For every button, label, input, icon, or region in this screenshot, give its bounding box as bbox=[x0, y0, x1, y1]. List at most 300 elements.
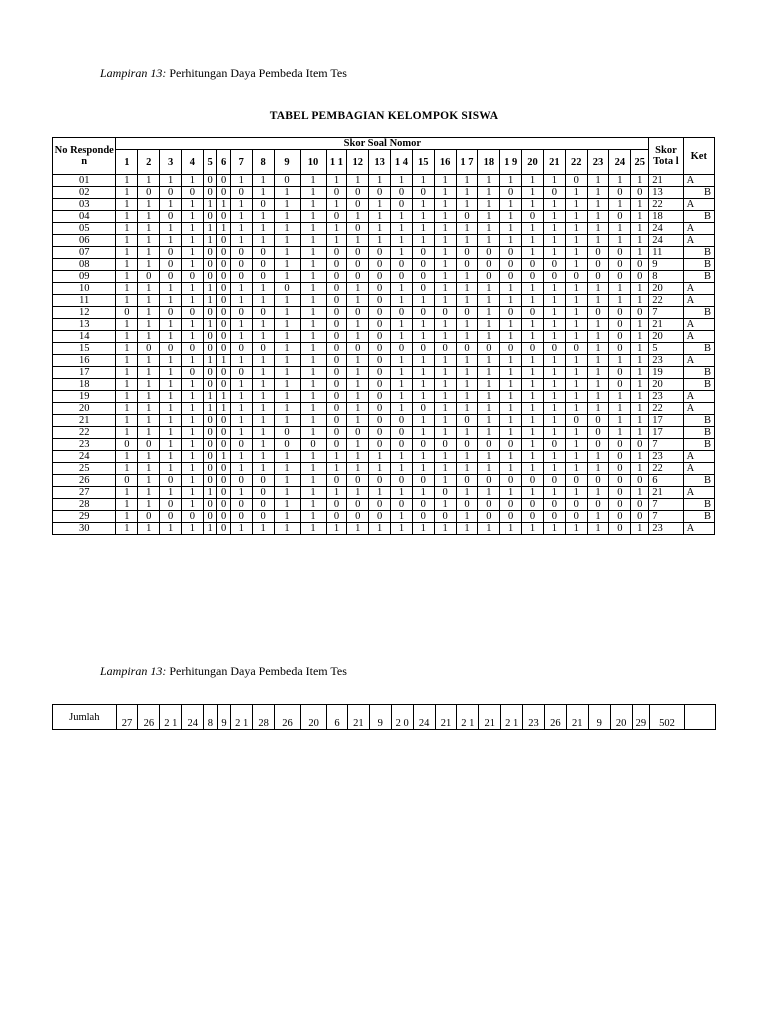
table-row bbox=[53, 235, 715, 247]
header-item: 18 bbox=[478, 150, 500, 175]
score-cell: 0 bbox=[230, 499, 252, 511]
score-cell: 1 bbox=[160, 487, 182, 499]
score-cell: 1 bbox=[543, 319, 565, 331]
score-cell: 0 bbox=[587, 415, 609, 427]
score-cell: 0 bbox=[181, 511, 203, 523]
score-cell: 0 bbox=[609, 259, 631, 271]
row-total: 20 bbox=[649, 283, 683, 295]
score-cell: 1 bbox=[609, 355, 631, 367]
score-cell: 0 bbox=[217, 187, 231, 199]
score-cell: 1 bbox=[252, 355, 274, 367]
score-cell: 0 bbox=[217, 331, 231, 343]
score-cell: 0 bbox=[609, 451, 631, 463]
score-cell: 0 bbox=[522, 499, 544, 511]
score-cell: 1 bbox=[138, 379, 160, 391]
score-cell: 1 bbox=[522, 403, 544, 415]
table-row bbox=[53, 427, 715, 439]
table-row bbox=[53, 451, 715, 463]
score-cell: 1 bbox=[456, 199, 478, 211]
table-row bbox=[53, 223, 715, 235]
table-row bbox=[53, 475, 715, 487]
table-row bbox=[53, 271, 715, 283]
score-cell: 1 bbox=[230, 451, 252, 463]
score-cell: 1 bbox=[456, 319, 478, 331]
score-cell: 0 bbox=[181, 367, 203, 379]
score-cell: 1 bbox=[500, 427, 522, 439]
score-cell: 0 bbox=[543, 511, 565, 523]
table-row bbox=[53, 523, 715, 535]
score-cell: 1 bbox=[434, 199, 456, 211]
score-cell: 0 bbox=[631, 475, 649, 487]
score-cell: 0 bbox=[203, 259, 217, 271]
score-cell: 0 bbox=[326, 475, 347, 487]
score-cell: 1 bbox=[391, 235, 413, 247]
score-cell: 1 bbox=[326, 223, 347, 235]
score-cell: 1 bbox=[300, 391, 326, 403]
score-cell: 0 bbox=[203, 475, 217, 487]
row-ket: A bbox=[683, 235, 714, 247]
score-cell: 1 bbox=[456, 523, 478, 535]
score-cell: 1 bbox=[631, 403, 649, 415]
score-cell: 1 bbox=[434, 391, 456, 403]
row-total: 22 bbox=[649, 463, 683, 475]
score-cell: 0 bbox=[300, 439, 326, 451]
score-cell: 0 bbox=[609, 247, 631, 259]
row-number: 07 bbox=[53, 247, 116, 259]
score-cell: 1 bbox=[274, 415, 300, 427]
caption-text: Perhitungan Daya Pembeda Item Tes bbox=[166, 66, 347, 80]
score-cell: 0 bbox=[565, 175, 587, 187]
score-cell: 1 bbox=[631, 379, 649, 391]
score-cell: 1 bbox=[203, 235, 217, 247]
score-cell: 1 bbox=[230, 199, 252, 211]
score-cell: 1 bbox=[412, 175, 434, 187]
score-cell: 1 bbox=[565, 331, 587, 343]
score-cell: 1 bbox=[434, 235, 456, 247]
score-cell: 1 bbox=[203, 199, 217, 211]
score-cell: 0 bbox=[609, 463, 631, 475]
score-cell: 1 bbox=[631, 427, 649, 439]
score-cell: 0 bbox=[138, 511, 160, 523]
row-total: 8 bbox=[649, 271, 683, 283]
score-cell: 1 bbox=[160, 295, 182, 307]
score-cell: 1 bbox=[116, 283, 138, 295]
score-cell: 1 bbox=[160, 367, 182, 379]
score-cell: 0 bbox=[347, 199, 369, 211]
score-cell: 0 bbox=[369, 187, 391, 199]
score-cell: 1 bbox=[391, 223, 413, 235]
score-cell: 1 bbox=[138, 235, 160, 247]
score-cell: 0 bbox=[252, 511, 274, 523]
header-item: 22 bbox=[565, 150, 587, 175]
score-cell: 0 bbox=[274, 439, 300, 451]
summary-value: 21 bbox=[347, 705, 369, 730]
row-total: 21 bbox=[649, 319, 683, 331]
score-cell: 1 bbox=[347, 415, 369, 427]
score-cell: 1 bbox=[300, 499, 326, 511]
score-cell: 0 bbox=[369, 499, 391, 511]
score-cell: 0 bbox=[456, 499, 478, 511]
score-cell: 1 bbox=[326, 487, 347, 499]
row-total: 20 bbox=[649, 379, 683, 391]
score-cell: 0 bbox=[500, 307, 522, 319]
score-cell: 0 bbox=[478, 247, 500, 259]
score-cell: 1 bbox=[274, 199, 300, 211]
score-cell: 0 bbox=[230, 439, 252, 451]
summary-value: 28 bbox=[253, 705, 275, 730]
score-cell: 0 bbox=[217, 307, 231, 319]
score-cell: 1 bbox=[160, 355, 182, 367]
score-cell: 1 bbox=[326, 463, 347, 475]
score-cell: 0 bbox=[347, 223, 369, 235]
score-cell: 1 bbox=[116, 187, 138, 199]
score-cell: 0 bbox=[326, 355, 347, 367]
table-row bbox=[53, 211, 715, 223]
score-cell: 1 bbox=[631, 391, 649, 403]
score-cell: 1 bbox=[522, 427, 544, 439]
score-cell: 1 bbox=[203, 319, 217, 331]
score-cell: 1 bbox=[274, 391, 300, 403]
table-row bbox=[53, 175, 715, 187]
score-cell: 1 bbox=[300, 415, 326, 427]
score-cell: 1 bbox=[347, 439, 369, 451]
table-row bbox=[53, 463, 715, 475]
score-cell: 1 bbox=[274, 475, 300, 487]
caption-bottom bbox=[100, 664, 347, 679]
score-cell: 1 bbox=[347, 295, 369, 307]
score-cell: 1 bbox=[631, 175, 649, 187]
score-cell: 1 bbox=[138, 295, 160, 307]
score-cell: 0 bbox=[326, 499, 347, 511]
score-cell: 1 bbox=[500, 379, 522, 391]
score-cell: 1 bbox=[587, 379, 609, 391]
score-cell: 0 bbox=[412, 283, 434, 295]
row-ket: B bbox=[683, 259, 714, 271]
score-cell: 1 bbox=[609, 427, 631, 439]
score-cell: 1 bbox=[478, 379, 500, 391]
score-cell: 1 bbox=[456, 271, 478, 283]
score-cell: 1 bbox=[203, 283, 217, 295]
score-cell: 1 bbox=[478, 391, 500, 403]
header-item: 23 bbox=[587, 150, 609, 175]
score-cell: 1 bbox=[181, 247, 203, 259]
score-cell: 1 bbox=[347, 451, 369, 463]
row-total: 13 bbox=[649, 187, 683, 199]
score-cell: 0 bbox=[274, 427, 300, 439]
score-cell: 1 bbox=[587, 391, 609, 403]
score-cell: 0 bbox=[434, 439, 456, 451]
score-cell: 1 bbox=[300, 487, 326, 499]
row-ket: A bbox=[683, 523, 714, 535]
score-cell: 1 bbox=[391, 403, 413, 415]
score-cell: 1 bbox=[565, 463, 587, 475]
header-group: Skor Soal Nomor bbox=[116, 138, 649, 150]
score-cell: 1 bbox=[587, 223, 609, 235]
score-cell: 0 bbox=[609, 211, 631, 223]
row-ket: A bbox=[683, 331, 714, 343]
score-cell: 1 bbox=[565, 187, 587, 199]
score-cell: 1 bbox=[434, 403, 456, 415]
score-cell: 1 bbox=[478, 355, 500, 367]
table-row bbox=[53, 283, 715, 295]
score-cell: 1 bbox=[391, 391, 413, 403]
row-total: 17 bbox=[649, 415, 683, 427]
score-cell: 0 bbox=[138, 343, 160, 355]
score-cell: 1 bbox=[456, 295, 478, 307]
score-cell: 1 bbox=[565, 307, 587, 319]
score-cell: 0 bbox=[160, 247, 182, 259]
score-cell: 0 bbox=[412, 439, 434, 451]
score-cell: 1 bbox=[230, 235, 252, 247]
header-item: 7 bbox=[230, 150, 252, 175]
row-number: 21 bbox=[53, 415, 116, 427]
score-cell: 0 bbox=[456, 415, 478, 427]
score-cell: 1 bbox=[116, 427, 138, 439]
score-cell: 1 bbox=[230, 295, 252, 307]
score-cell: 1 bbox=[631, 331, 649, 343]
score-cell: 0 bbox=[217, 415, 231, 427]
score-cell: 1 bbox=[138, 283, 160, 295]
header-item: 6 bbox=[217, 150, 231, 175]
score-cell: 1 bbox=[300, 271, 326, 283]
header-item: 15 bbox=[412, 150, 434, 175]
score-cell: 1 bbox=[203, 403, 217, 415]
score-cell: 0 bbox=[369, 367, 391, 379]
score-cell: 0 bbox=[326, 439, 347, 451]
score-cell: 0 bbox=[587, 259, 609, 271]
score-cell: 0 bbox=[252, 259, 274, 271]
score-cell: 1 bbox=[369, 523, 391, 535]
score-cell: 0 bbox=[138, 439, 160, 451]
score-cell: 1 bbox=[138, 463, 160, 475]
score-cell: 1 bbox=[391, 355, 413, 367]
score-cell: 0 bbox=[391, 307, 413, 319]
summary-value: 20 bbox=[301, 705, 327, 730]
score-cell: 1 bbox=[252, 379, 274, 391]
summary-value: 2 0 bbox=[391, 705, 413, 730]
score-cell: 0 bbox=[252, 247, 274, 259]
score-cell: 0 bbox=[500, 187, 522, 199]
score-cell: 0 bbox=[631, 499, 649, 511]
score-cell: 0 bbox=[326, 259, 347, 271]
score-cell: 1 bbox=[434, 271, 456, 283]
row-ket: B bbox=[683, 367, 714, 379]
row-ket: B bbox=[683, 271, 714, 283]
score-cell: 1 bbox=[434, 211, 456, 223]
score-cell: 0 bbox=[160, 499, 182, 511]
score-cell: 0 bbox=[347, 187, 369, 199]
row-ket: B bbox=[683, 211, 714, 223]
score-cell: 1 bbox=[500, 199, 522, 211]
score-cell: 1 bbox=[500, 175, 522, 187]
score-cell: 1 bbox=[391, 523, 413, 535]
score-cell: 1 bbox=[181, 355, 203, 367]
score-cell: 1 bbox=[609, 235, 631, 247]
score-cell: 1 bbox=[274, 187, 300, 199]
score-cell: 0 bbox=[522, 271, 544, 283]
row-number: 08 bbox=[53, 259, 116, 271]
row-ket: B bbox=[683, 499, 714, 511]
row-ket: A bbox=[683, 391, 714, 403]
row-total: 9 bbox=[649, 259, 683, 271]
score-cell: 0 bbox=[412, 475, 434, 487]
score-cell: 1 bbox=[252, 367, 274, 379]
score-cell: 0 bbox=[230, 307, 252, 319]
score-cell: 0 bbox=[609, 475, 631, 487]
score-cell: 0 bbox=[369, 307, 391, 319]
summary-total: 502 bbox=[650, 705, 684, 730]
score-cell: 0 bbox=[203, 427, 217, 439]
score-cell: 1 bbox=[522, 223, 544, 235]
score-cell: 0 bbox=[369, 283, 391, 295]
score-cell: 1 bbox=[203, 223, 217, 235]
row-ket: B bbox=[683, 379, 714, 391]
score-cell: 1 bbox=[181, 331, 203, 343]
score-cell: 1 bbox=[565, 295, 587, 307]
score-cell: 1 bbox=[181, 175, 203, 187]
score-cell: 1 bbox=[456, 451, 478, 463]
row-total: 7 bbox=[649, 499, 683, 511]
score-cell: 1 bbox=[138, 247, 160, 259]
score-cell: 1 bbox=[230, 223, 252, 235]
score-cell: 1 bbox=[565, 403, 587, 415]
score-cell: 1 bbox=[456, 487, 478, 499]
score-cell: 1 bbox=[160, 463, 182, 475]
score-cell: 1 bbox=[252, 463, 274, 475]
score-cell: 0 bbox=[391, 427, 413, 439]
score-cell: 1 bbox=[478, 187, 500, 199]
score-cell: 0 bbox=[160, 511, 182, 523]
score-cell: 0 bbox=[160, 271, 182, 283]
score-cell: 0 bbox=[369, 475, 391, 487]
score-cell: 0 bbox=[500, 511, 522, 523]
score-cell: 1 bbox=[369, 211, 391, 223]
score-cell: 0 bbox=[543, 271, 565, 283]
score-cell: 1 bbox=[300, 259, 326, 271]
score-cell: 0 bbox=[478, 271, 500, 283]
score-cell: 0 bbox=[456, 343, 478, 355]
row-number: 29 bbox=[53, 511, 116, 523]
score-cell: 0 bbox=[160, 211, 182, 223]
row-number: 19 bbox=[53, 391, 116, 403]
score-cell: 1 bbox=[565, 259, 587, 271]
summary-value: 9 bbox=[588, 705, 610, 730]
score-cell: 1 bbox=[456, 283, 478, 295]
score-cell: 0 bbox=[252, 475, 274, 487]
score-cell: 1 bbox=[478, 463, 500, 475]
score-cell: 1 bbox=[587, 283, 609, 295]
score-cell: 1 bbox=[478, 283, 500, 295]
score-cell: 0 bbox=[500, 439, 522, 451]
score-cell: 0 bbox=[565, 415, 587, 427]
score-cell: 0 bbox=[203, 331, 217, 343]
caption-top bbox=[100, 66, 347, 81]
row-number: 12 bbox=[53, 307, 116, 319]
score-cell: 1 bbox=[391, 451, 413, 463]
score-cell: 1 bbox=[274, 511, 300, 523]
score-cell: 1 bbox=[181, 403, 203, 415]
score-cell: 1 bbox=[138, 319, 160, 331]
row-ket: A bbox=[683, 451, 714, 463]
score-cell: 1 bbox=[300, 319, 326, 331]
summary-table bbox=[52, 704, 716, 730]
score-cell: 1 bbox=[181, 295, 203, 307]
caption-prefix: Lampiran 13: bbox=[100, 66, 167, 80]
score-cell: 0 bbox=[326, 247, 347, 259]
score-cell: 0 bbox=[217, 523, 231, 535]
score-cell: 1 bbox=[434, 427, 456, 439]
score-cell: 1 bbox=[230, 415, 252, 427]
table-row bbox=[53, 511, 715, 523]
score-cell: 0 bbox=[434, 487, 456, 499]
row-ket: B bbox=[683, 475, 714, 487]
score-cell: 1 bbox=[252, 391, 274, 403]
score-cell: 1 bbox=[500, 463, 522, 475]
score-cell: 1 bbox=[160, 427, 182, 439]
summary-value: 29 bbox=[632, 705, 650, 730]
score-cell: 0 bbox=[326, 295, 347, 307]
score-cell: 1 bbox=[587, 343, 609, 355]
score-cell: 1 bbox=[631, 451, 649, 463]
score-cell: 0 bbox=[587, 307, 609, 319]
score-cell: 1 bbox=[434, 463, 456, 475]
score-cell: 0 bbox=[326, 343, 347, 355]
score-cell: 0 bbox=[631, 187, 649, 199]
score-cell: 0 bbox=[347, 307, 369, 319]
score-cell: 0 bbox=[609, 187, 631, 199]
score-cell: 0 bbox=[369, 319, 391, 331]
score-cell: 1 bbox=[565, 199, 587, 211]
score-cell: 1 bbox=[631, 415, 649, 427]
score-cell: 0 bbox=[412, 403, 434, 415]
score-cell: 1 bbox=[522, 367, 544, 379]
score-cell: 0 bbox=[217, 499, 231, 511]
score-cell: 0 bbox=[217, 247, 231, 259]
row-total: 19 bbox=[649, 367, 683, 379]
score-cell: 0 bbox=[160, 187, 182, 199]
score-cell: 1 bbox=[500, 487, 522, 499]
score-cell: 1 bbox=[116, 271, 138, 283]
score-cell: 1 bbox=[300, 343, 326, 355]
score-cell: 1 bbox=[160, 523, 182, 535]
score-cell: 0 bbox=[565, 511, 587, 523]
score-cell: 0 bbox=[230, 187, 252, 199]
score-cell: 1 bbox=[230, 319, 252, 331]
score-cell: 0 bbox=[203, 307, 217, 319]
row-total: 17 bbox=[649, 427, 683, 439]
score-cell: 1 bbox=[181, 223, 203, 235]
header-item: 1 9 bbox=[500, 150, 522, 175]
summary-value: 21 bbox=[566, 705, 588, 730]
row-number: 11 bbox=[53, 295, 116, 307]
score-cell: 1 bbox=[217, 451, 231, 463]
score-cell: 0 bbox=[631, 439, 649, 451]
score-cell: 1 bbox=[252, 451, 274, 463]
score-cell: 1 bbox=[631, 295, 649, 307]
score-cell: 0 bbox=[609, 343, 631, 355]
score-cell: 0 bbox=[412, 511, 434, 523]
score-cell: 1 bbox=[252, 223, 274, 235]
score-cell: 1 bbox=[300, 451, 326, 463]
score-cell: 1 bbox=[434, 259, 456, 271]
score-cell: 0 bbox=[203, 211, 217, 223]
score-cell: 1 bbox=[522, 247, 544, 259]
score-cell: 1 bbox=[434, 415, 456, 427]
score-cell: 1 bbox=[522, 187, 544, 199]
score-cell: 1 bbox=[230, 487, 252, 499]
score-cell: 1 bbox=[369, 235, 391, 247]
score-cell: 0 bbox=[181, 343, 203, 355]
